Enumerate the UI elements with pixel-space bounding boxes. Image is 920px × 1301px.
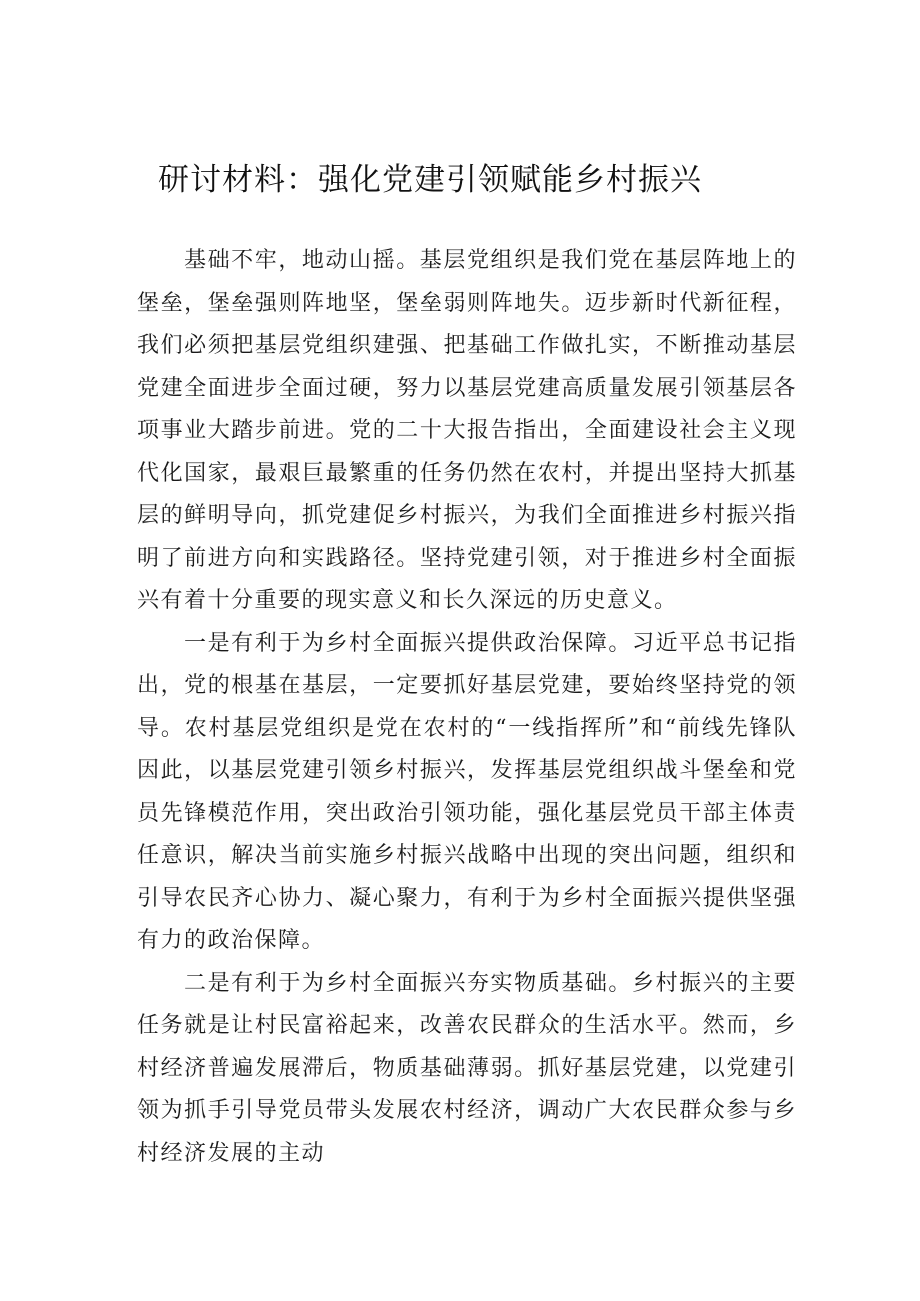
paragraph-intro: 基础不牢，地动山摇。基层党组织是我们党在基层阵地上的堡垒，堡垒强则阵地坚，堡垒弱则阵地失。迈步新时代新征程，我们必须把基层党组织建强、把基础工作做扎实，不断推动基层党建全面进步全面过硬，努力以基层党建高质量发展引领基层各项事业大踏步前进。党的二十大报告指出，全面建设社会主义现代化国家，最艰巨最繁重的任务仍然在农村，并提出坚持大抓基层的鲜明导向，抓党建促乡村振兴，为我们全面推进乡村振兴指明了前进方向和实践路径。坚持党建引领，对于推进乡村全面振兴有着十分重要的现实意义和长久深远的历史意义。 <box>137 248 797 613</box>
paragraph-material-foundation: 二是有利于为乡村全面振兴夯实物质基础。乡村振兴的主要任务就是让村民富裕起来，改善农民群众的生活水平。然而，乡村经济普遍发展滞后，物质基础薄弱。抓好基层党建，以党建引领为抓手引导党员带头发展农村经济，调动广大农民群众参与乡村经济发展的主动 <box>137 970 797 1166</box>
document-title: 研讨材料：强化党建引领赋能乡村振兴 <box>158 162 702 198</box>
paragraph-political-guarantee: 一是有利于为乡村全面振兴提供政治保障。习近平总书记指出，党的根基在基层，一定要抓好基层党建，要始终坚持党的领导。农村基层党组织是党在农村的“一线指挥所”和“前线先锋队因此，以基层党建引领乡村振兴，发挥基层党组织战斗堡垒和党员先锋模范作用，突出政治引领功能，强化基层党员干部主体责任意识，解决当前实施乡村振兴战略中出现的突出问题，组织和引导农民齐心协力、凝心聚力，有利于为乡村全面振兴提供坚强有力的政治保障。 <box>137 630 797 953</box>
document-body <box>137 240 797 1175</box>
